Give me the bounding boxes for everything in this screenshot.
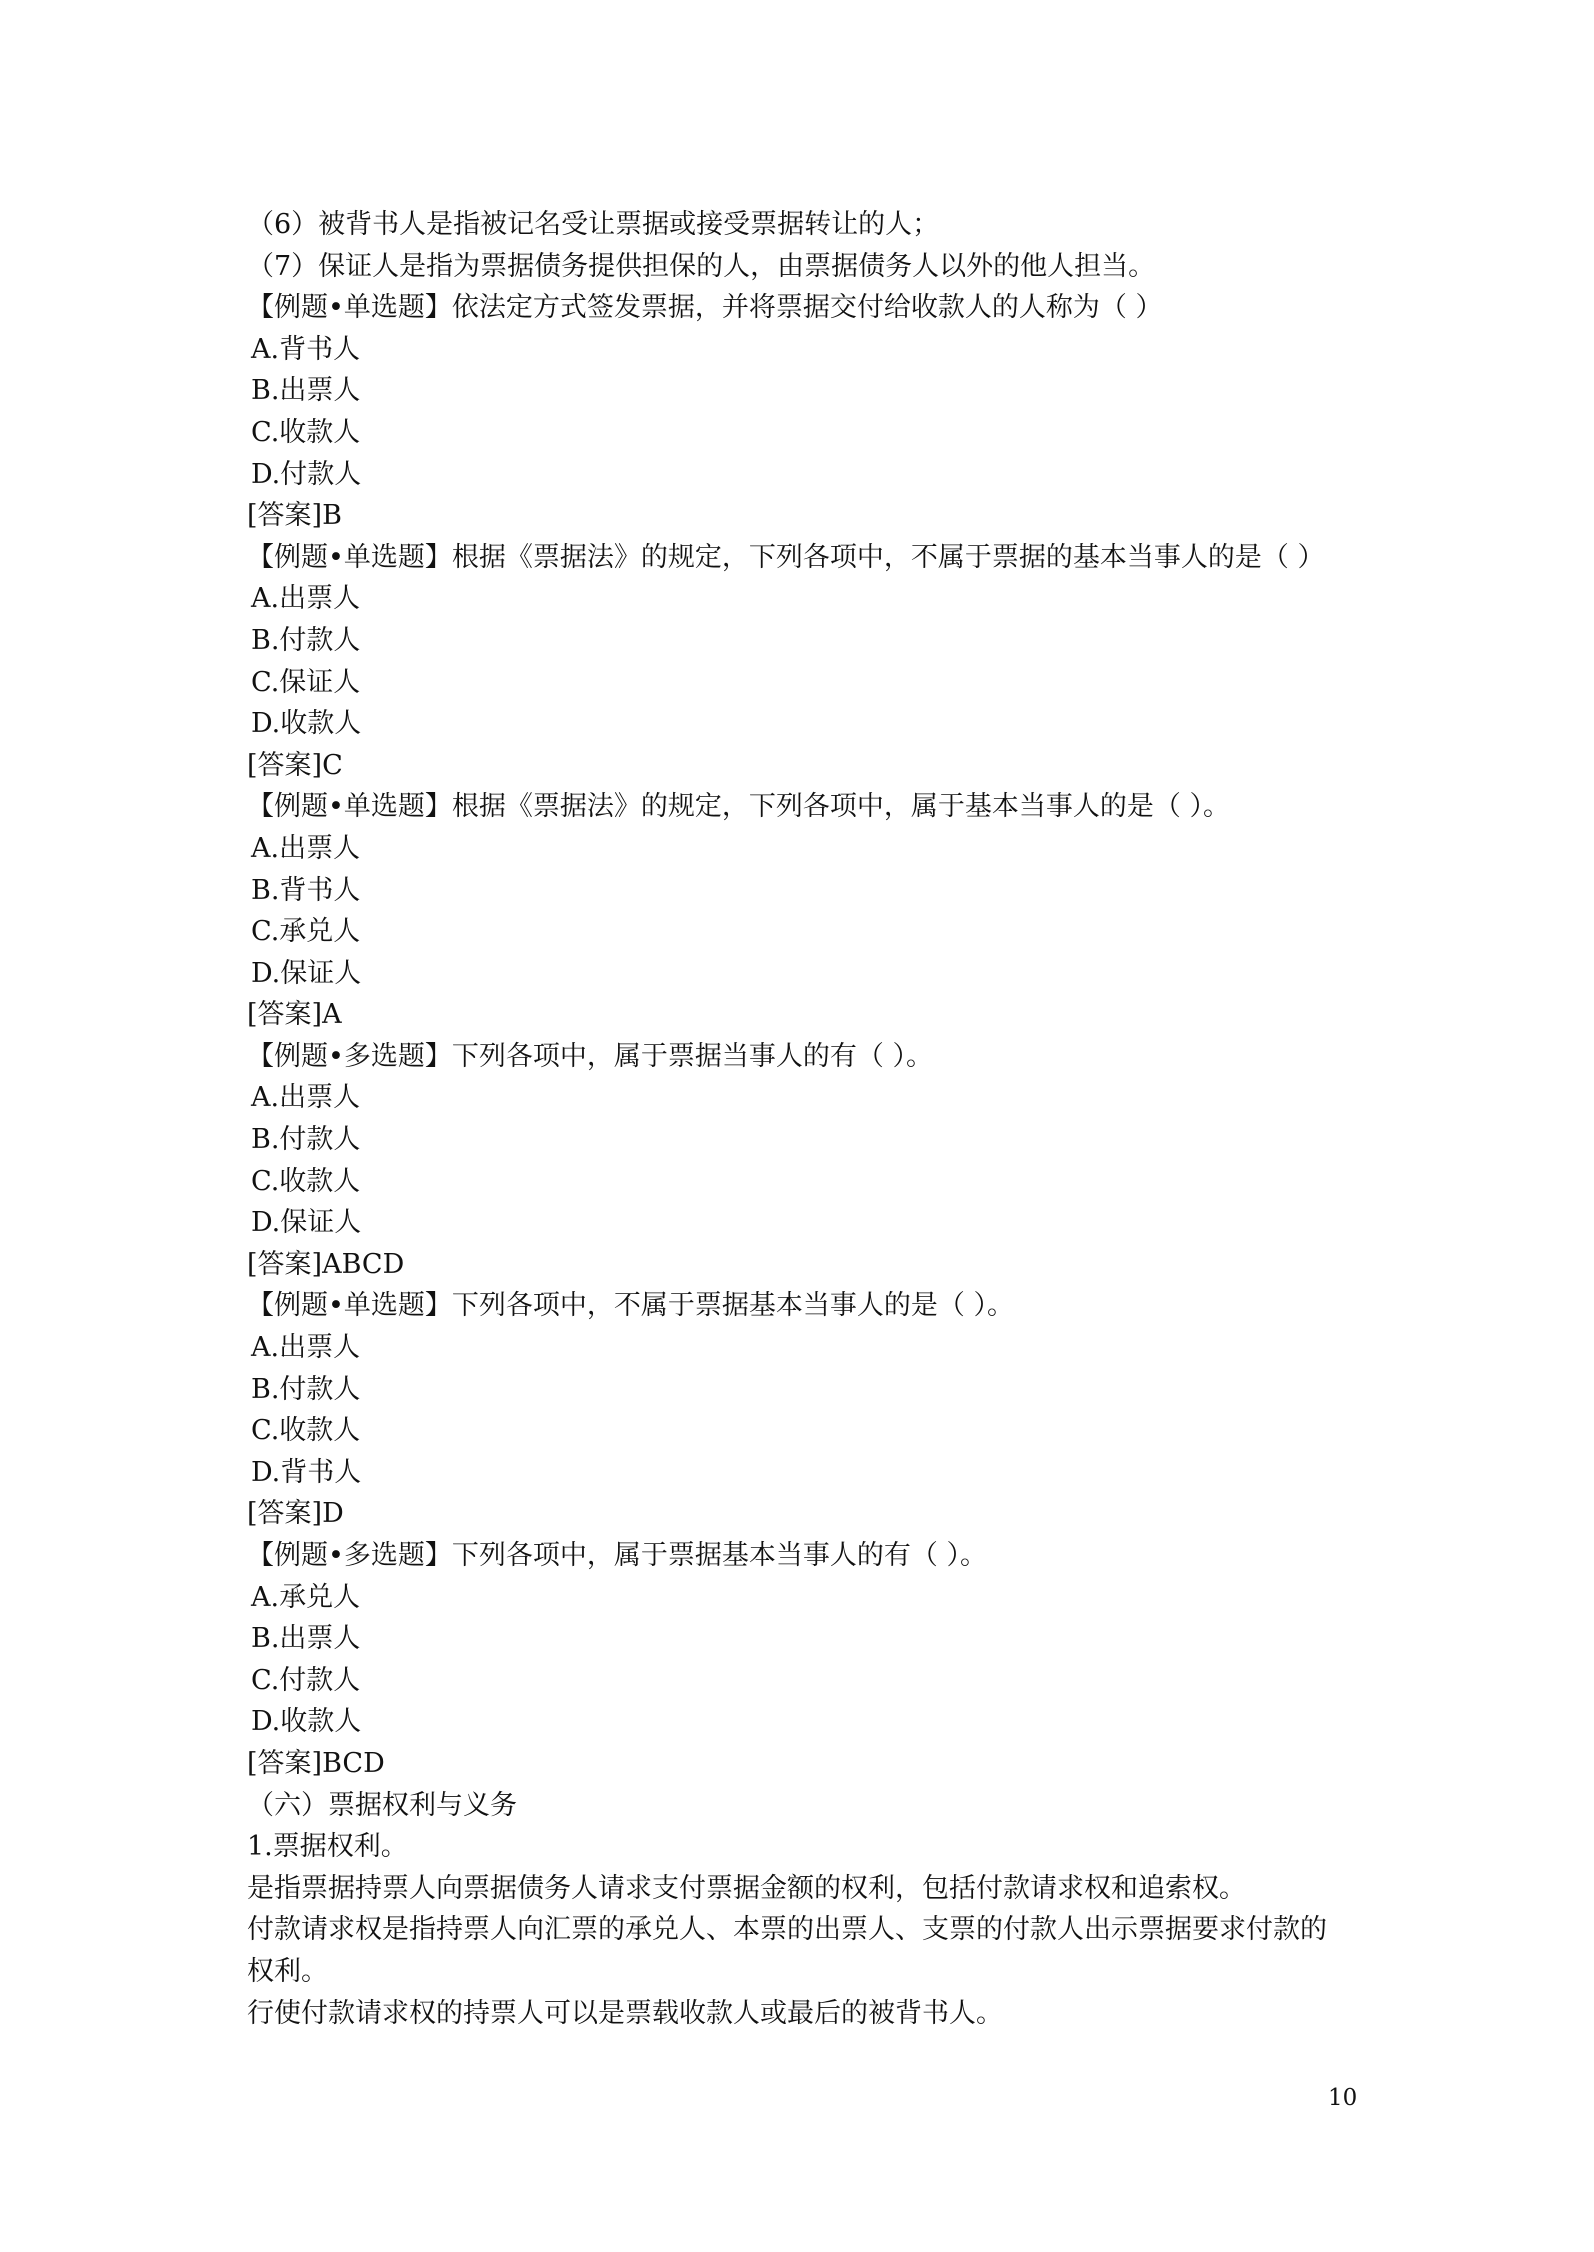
question-4-option-c: C.收款人 [251,1165,361,1197]
question-1-answer: [答案]B [247,500,342,532]
question-4-option-d: D.保证人 [251,1207,362,1239]
question-5-option-c: C.收款人 [251,1415,361,1447]
question-3-option-b: B.背书人 [251,874,361,906]
question-2-option-c: C.保证人 [251,666,361,698]
question-4-stem: 【例题•多选题】下列各项中，属于票据当事人的有（ ）。 [247,1040,934,1072]
question-3-stem: 【例题•单选题】根据《票据法》的规定，下列各项中，属于基本当事人的是（ ）。 [247,791,1231,823]
paragraph-line: 是指票据持票人向票据债务人请求支付票据金额的权利，包括付款请求权和追索权。 [247,1872,1246,1904]
text-line-endorsee-definition: （6）被背书人是指被记名受让票据或接受票据转让的人； [247,209,940,240]
question-5-stem: 【例题•单选题】下列各项中，不属于票据基本当事人的是（ ）。 [247,1290,1015,1322]
question-6-option-a: A.承兑人 [251,1581,361,1613]
question-1-option-b: B.出票人 [251,375,361,407]
paragraph-line: 权利。 [247,1955,328,1987]
question-1-stem: 【例题•单选题】依法定方式签发票据，并将票据交付给收款人的人称为（ ） [247,292,1163,324]
question-2-option-b: B.付款人 [251,624,361,656]
question-3-option-d: D.保证人 [251,957,362,989]
question-5-option-d: D.背书人 [251,1456,362,1488]
question-1-option-a: A.背书人 [251,333,361,365]
document-body [247,204,1377,2034]
question-5-option-a: A.出票人 [251,1332,361,1364]
question-6-answer: [答案]BCD [247,1747,385,1779]
question-5-answer: [答案]D [247,1498,344,1530]
question-1-option-c: C.收款人 [251,416,361,448]
text-line-guarantor-definition: （7）保证人是指为票据债务提供担保的人，由票据债务人以外的他人担当。 [247,250,1156,282]
question-4-answer: [答案]ABCD [247,1248,405,1280]
question-4-option-a: A.出票人 [251,1082,361,1114]
question-6-stem: 【例题•多选题】下列各项中，属于票据基本当事人的有（ ）。 [247,1540,988,1571]
question-3-answer: [答案]A [247,999,342,1031]
question-2-option-d: D.收款人 [251,708,362,740]
question-3-option-c: C.承兑人 [251,916,361,948]
question-5-option-b: B.付款人 [251,1373,361,1405]
question-6-option-b: B.出票人 [251,1623,361,1655]
paragraph-line: 付款请求权是指持票人向汇票的承兑人、本票的出票人、支票的付款人出示票据要求付款的 [247,1914,1327,1946]
question-6-option-d: D.收款人 [251,1706,362,1738]
question-2-option-a: A.出票人 [251,583,361,615]
section-heading: （六）票据权利与义务 [247,1789,517,1821]
subsection-heading: 1.票据权利。 [247,1831,408,1863]
question-3-option-a: A.出票人 [251,832,361,864]
question-6-option-c: C.付款人 [251,1664,361,1696]
question-2-answer: [答案]C [247,749,343,781]
question-1-option-d: D.付款人 [251,458,362,490]
page-number: 10 [1328,2085,1358,2111]
question-2-stem: 【例题•单选题】根据《票据法》的规定，下列各项中，不属于票据的基本当事人的是（ ） [247,541,1325,573]
question-4-option-b: B.付款人 [251,1124,361,1156]
paragraph-line: 行使付款请求权的持票人可以是票载收款人或最后的被背书人。 [247,1997,1003,2029]
